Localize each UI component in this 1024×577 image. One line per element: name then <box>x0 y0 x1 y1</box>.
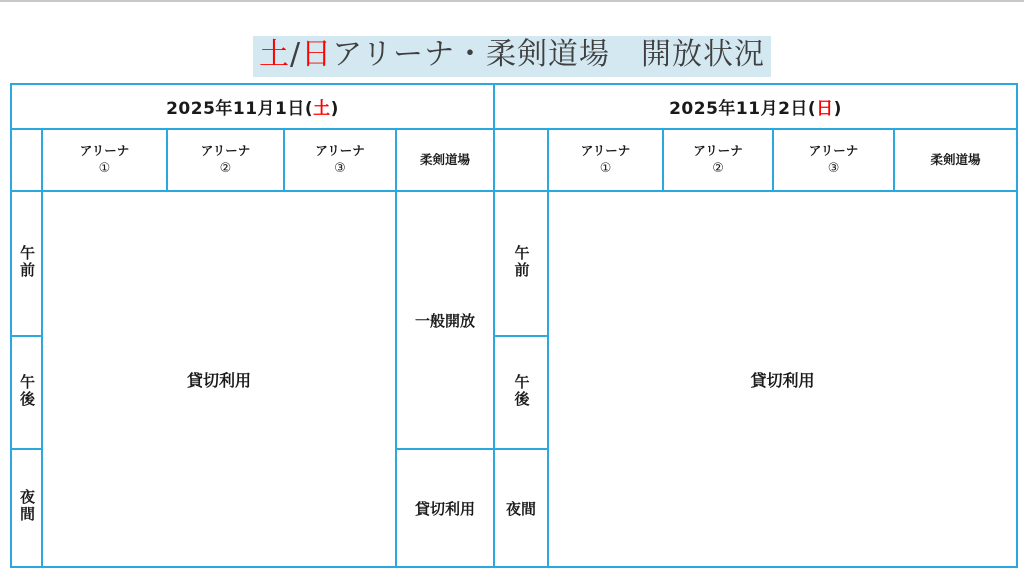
col-header-label: 柔剣道場 <box>930 151 981 167</box>
status-cell-left-dojo-day: 一般開放 <box>396 191 494 449</box>
date-left-suffix: ) <box>330 99 339 119</box>
time-cell-right-evening <box>494 449 548 567</box>
window-top-edge <box>0 0 1024 2</box>
col-header-label: アリーナ <box>580 142 631 158</box>
schedule-table <box>10 83 1018 568</box>
date-left-day: 土 <box>313 99 331 119</box>
col-header-label: アリーナ <box>200 142 251 158</box>
col-header-number: ② <box>712 160 724 176</box>
title-slash: / <box>290 37 302 72</box>
time-label: 午後 <box>18 373 36 408</box>
time-cell-left-evening <box>11 449 42 567</box>
col-header-label: アリーナ <box>693 142 743 158</box>
page-title-highlight <box>253 36 771 77</box>
time-label: 午前 <box>512 244 531 279</box>
time-label: 午後 <box>512 373 531 408</box>
corner-cell-left <box>11 129 42 191</box>
col-header-number: ① <box>98 160 111 176</box>
corner-cell-right <box>494 129 548 191</box>
time-label: 夜間 <box>506 499 537 518</box>
col-header-label: 柔剣道場 <box>420 151 471 167</box>
date-left-prefix: 2025年11月1日( <box>166 99 314 119</box>
col-header-left-arena2 <box>167 129 284 191</box>
col-header-left-arena3 <box>284 129 396 191</box>
time-label: 午前 <box>18 244 36 279</box>
time-cell-right-afternoon <box>494 336 548 449</box>
time-cell-left-morning <box>11 191 42 336</box>
col-header-left-dojo <box>396 129 494 191</box>
title-saturday-char: 土 <box>259 37 291 72</box>
status-cell-right-all: 貸切利用 <box>548 191 1017 567</box>
col-header-number: ② <box>219 160 232 176</box>
col-header-right-arena3 <box>773 129 894 191</box>
date-header-left <box>11 84 494 129</box>
time-label: 夜間 <box>18 489 36 523</box>
col-header-label: アリーナ <box>79 142 130 158</box>
col-header-number: ① <box>599 160 612 176</box>
date-header-right <box>494 84 1017 129</box>
status-cell-left-arenas: 貸切利用 <box>42 191 396 567</box>
time-cell-right-morning <box>494 191 548 336</box>
title-sunday-char: 日 <box>301 37 333 72</box>
col-header-right-arena1 <box>548 129 663 191</box>
date-right-prefix: 2025年11月2日( <box>669 99 817 119</box>
col-header-number: ③ <box>827 160 840 176</box>
col-header-label: アリーナ <box>315 142 365 158</box>
date-right-suffix: ) <box>833 99 842 119</box>
col-header-right-arena2 <box>663 129 773 191</box>
time-cell-left-afternoon <box>11 336 42 449</box>
col-header-right-dojo <box>894 129 1017 191</box>
page-title <box>0 36 1024 77</box>
col-header-number: ③ <box>334 160 346 176</box>
date-right-day: 日 <box>816 99 834 119</box>
status-cell-left-dojo-evening: 貸切利用 <box>396 449 494 567</box>
col-header-left-arena1 <box>42 129 167 191</box>
col-header-label: アリーナ <box>808 142 859 158</box>
title-text: アリーナ・柔剣道場 開放状況 <box>332 37 765 72</box>
